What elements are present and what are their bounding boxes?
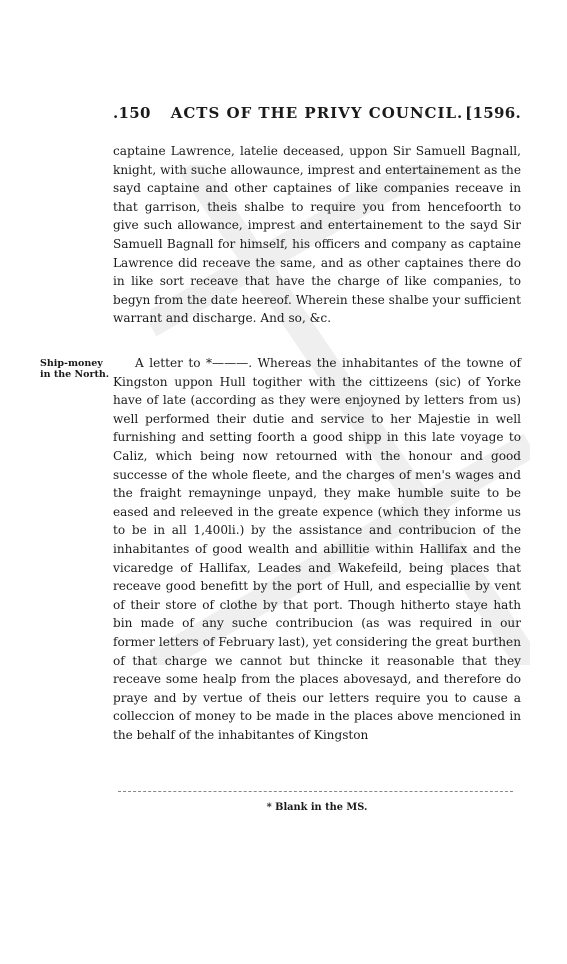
page-year: [1596. (465, 104, 521, 122)
page-number: .150 (113, 104, 151, 122)
footnote-rule (118, 791, 513, 792)
paragraph-letter (113, 354, 521, 744)
margin-note: Ship-money in the North. (40, 358, 110, 380)
page-header (113, 104, 521, 128)
paragraph-continued (113, 142, 521, 328)
running-title: ACTS OF THE PRIVY COUNCIL. (170, 104, 464, 122)
paragraph-text: A letter to *———. Whereas the inhabitantes of the towne of Kingston uppon Hull togither with the cittizeens (sic) of Yorke have of late (according as they were enjoyned by letters from us) well performed their dutie and service to her Majestie in well furnishing and setting foorth a good shipp in this late voyage to Caliz, which being now retourned with the honour and good successe of the whole fleete, and the charges of men's wages and the fraight remayninge unpayd, they make humble suite to be eased and releeved in the greate expence (which they informe us to be in all 1,400li.) by the assistance and contribucion of the inhabitantes of good wealth and abillitie within Hallifax and the vicaredge of Hallifax, Leades and Wakefeild, being places that receave good benefitt by the port of Hull, and especiallie by vent of their store of clothe by that port. Though hitherto staye hath bin made of any suche contribucion (as was required in our former letters of February last), yet considering the great burthen of that charge we cannot but thincke it reasonable that they receave some healp from the places abovesayd, and therefore do praye and by vertue of theis our letters require you to cause a colleccion of money to be made in the places above mencioned in the behalf of the inhabitantes of Kingston (113, 356, 521, 742)
paragraph-text: captaine Lawrence, latelie deceased, uppon Sir Samuell Bagnall, knight, with suche allowaunce, imprest and entertainement as the sayd captaine and other captaines of like companies receave in that garrison, theis shalbe to require you from hencefoorth to give such allowance, imprest and entertainement to the sayd Sir Samuell Bagnall for himself, his officers and company as captaine Lawrence did receave the same, and as other captaines there do in like sort receave that have the charge of like companies, to begyn from the date heereof. Wherein these shalbe your sufficient warrant and discharge. And so, &c. (113, 144, 521, 326)
footnote: * Blank in the MS. (266, 802, 368, 813)
